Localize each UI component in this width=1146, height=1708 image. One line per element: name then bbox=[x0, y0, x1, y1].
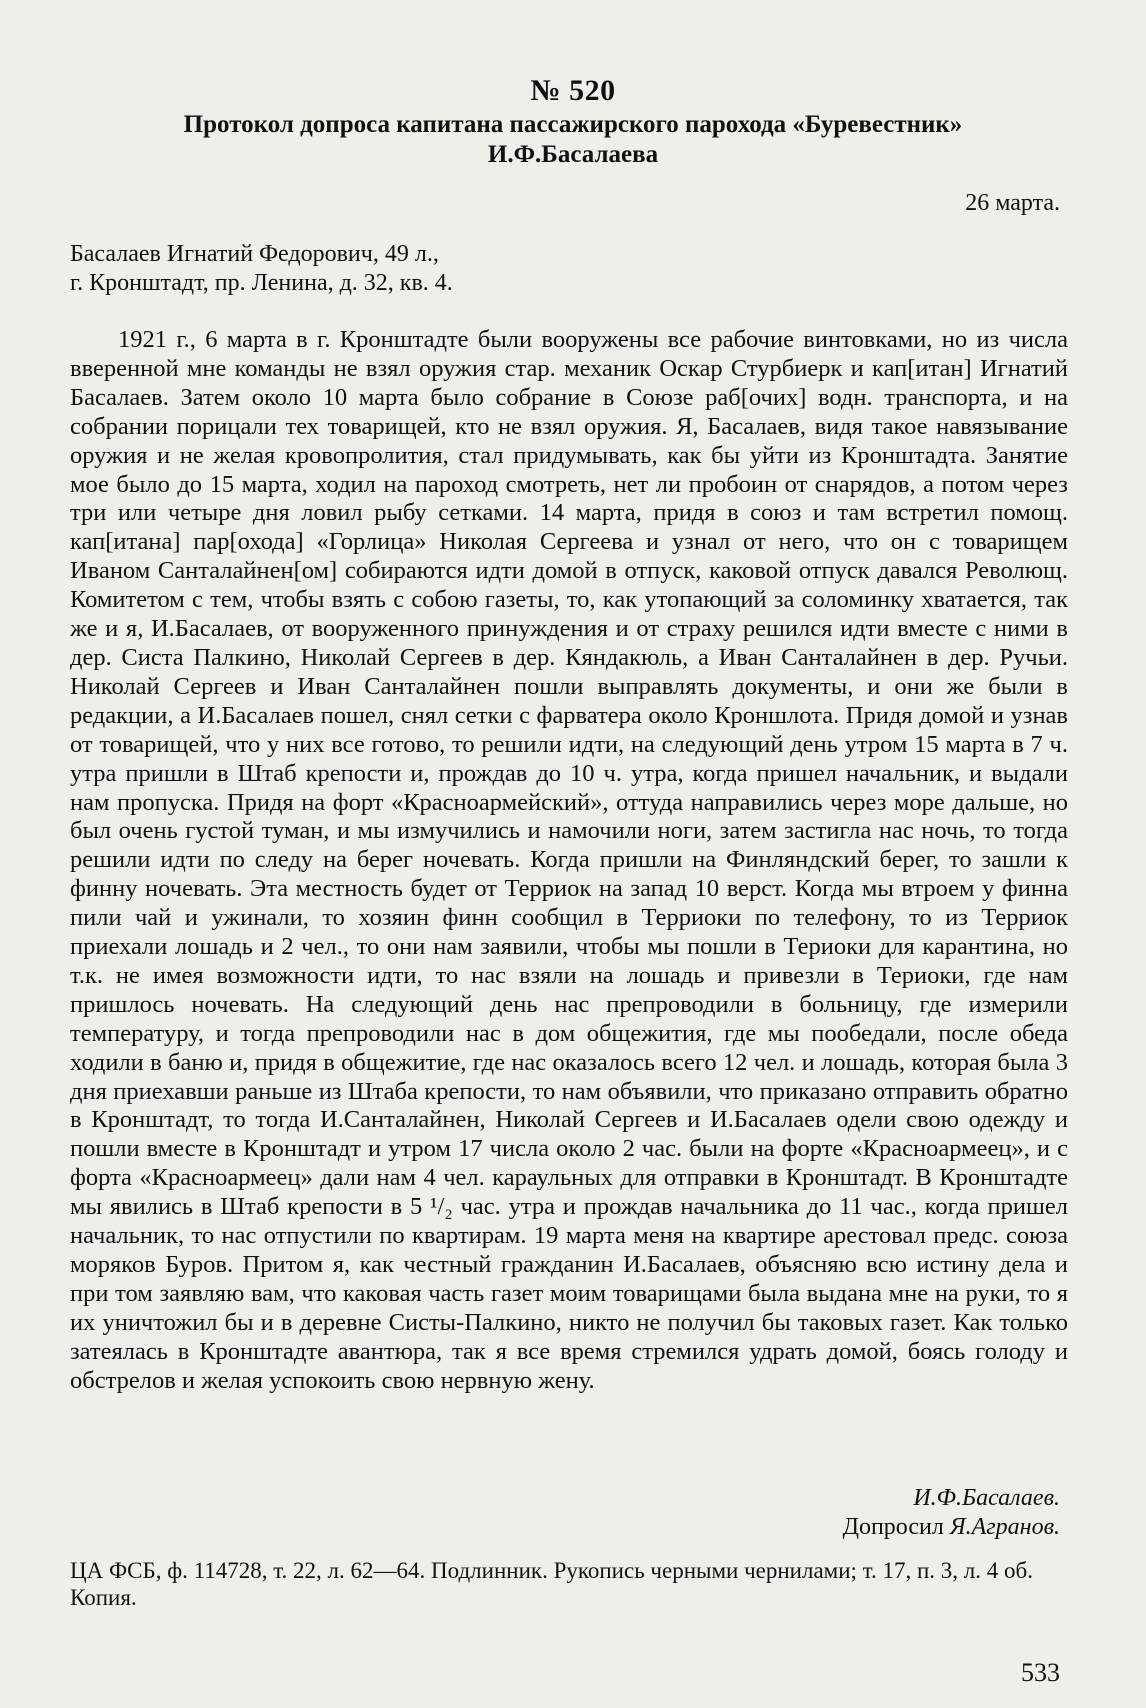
interrogator-prefix: Допросил bbox=[842, 1514, 944, 1540]
witness-signature: И.Ф.Басалаев. bbox=[913, 1485, 1060, 1511]
interrogator-signature bbox=[843, 1514, 1060, 1541]
document-title: Протокол допроса капитана пассажирского парохода «Буревестник» И.Ф.Басалаева bbox=[183, 111, 963, 168]
interrogator-name: Я.Агранов. bbox=[949, 1514, 1060, 1540]
witness-info bbox=[70, 240, 590, 298]
document-number: № 520 bbox=[530, 74, 616, 107]
testimony-text: 1921 г., 6 марта в г. Кронштадте были вооружены все рабочие винтовками, но из числа вверенной мне команды не взял оружия стар. механик Оскар Стурбиерк и кап[итан] Игнатий Басалаев. Затем около 10 марта было собрание в Союзе раб[очих] водн. транспорта, и на собрании порицали тех товарищей, кто не взял оружия. Я, Басалаев, видя такое навязывание оружия и не желая кровопролития, стал придумывать, как бы уйти из Кронштадта. Занятие мое было до 15 марта, ходил на пароход смотреть, нет ли пробоин от снарядов, а потом через три или четыре дня ловил рыбу сетками. 14 марта, придя в союз и там встретил помощ. кап[итана] пар[охода] «Горлица» Николая Сергеева и узнал от него, что он с товарищем Иваном Санталайнен[ом] собираются идти домой в отпуск, каковой отпуск давался Револющ. Комитетом с тем, чтобы взять с собою газеты, то, как утопающий за соломинку хватается, так же и я, И.Басалаев, от вооруженного принуждения и от страху решился идти вместе с ними в дер. Систа Палкино, Николай Сергеев в дер. Кяндакюль, а Иван Санталайнен в дер. Ручьи. Николай Сергеев и Иван Санталайнен пошли выправлять документы, и они же были в редакции, а И.Басалаев пошел, снял сетки с фарватера около Кроншлота. Придя домой и узнав от товарищей, что у них все готово, то решили идти, на следующий день утром 15 марта в 7 ч. утра пришли в Штаб крепости и, прождав до 10 ч. утра, когда пришел начальник, и выдали нам пропуска. Придя на форт «Красноармейский», оттуда направились через море дальше, но был очень густой туман, и мы измучились и намочили ноги, затем застигла нас ночь, то тогда решили идти по следу на берег ночевать. Когда пришли на Финляндский берег, то зашли к финну ночевать. Эта местность будет от Терриок на запад 10 верст. Когда мы втроем у финна пили чай и ужинали, то хозяин финн сообщил в Терриоки по телефону, то из Терриок приехали лошадь и 2 чел., то они нам заявили, чтобы мы пошли в Териоки для карантина, но т.к. не имея возможности идти, то нас взяли на лошадь и привезли в Териоки, где нам пришлось ночевать. На следующий день нас препроводили в больницу, где измерили температуру, и тогда препроводили нас в дом общежития, где мы пообедали, после обеда ходили в баню и, придя в общежитие, где нас оказалось всего 12 чел. и лошадь, которая была 3 дня приехавши раньше из Штаба крепости, то нам объявили, что приказано отправить обратно в Кронштадт, то тогда И.Санталайнен, Николай Сергеев и И.Басалаев одели свою одежду и пошли вместе в Кронштадт и утром 17 числа около 2 час. были на форте «Красноармеец», и с форта «Красноармеец» дали нам 4 чел. караульных для отправки в Кронштадт. В Кронштадте мы явились в Штаб крепости в 5 ¹/₂ час. утра и прождав начальника до 11 час., когда пришел начальник, то нас отпустили по квартирам. 19 марта меня на квартире арестовал предс. союза моряков Буров. Притом я, как честный гражданин И.Басалаев, объясняю всю истину дела и при том заявляю вам, что каковая часть газет моим товарищами была выдана мне на руки, то я их уничтожил бы и в деревне Систы-Палкино, никто не получил бы таковых газет. Как только затеялась в Кронштадте авантюра, так я все время стремился удрать домой, боясь голоду и обстрелов и желая успокоить свою нервную жену. bbox=[70, 326, 1068, 1394]
witness-name-line: Басалаев Игнатий Федорович, 49 л., bbox=[70, 241, 439, 267]
document-date: 26 марта. bbox=[965, 190, 1060, 216]
witness-address-line: г. Кронштадт, пр. Ленина, д. 32, кв. 4. bbox=[70, 270, 453, 296]
page-number: 533 bbox=[1021, 1658, 1060, 1687]
archive-source-note: ЦА ФСБ, ф. 114728, т. 22, л. 62—64. Подлинник. Рукопись черными чернилами; т. 17, п. 3, л. 4 об. Копия. bbox=[70, 1558, 1033, 1610]
